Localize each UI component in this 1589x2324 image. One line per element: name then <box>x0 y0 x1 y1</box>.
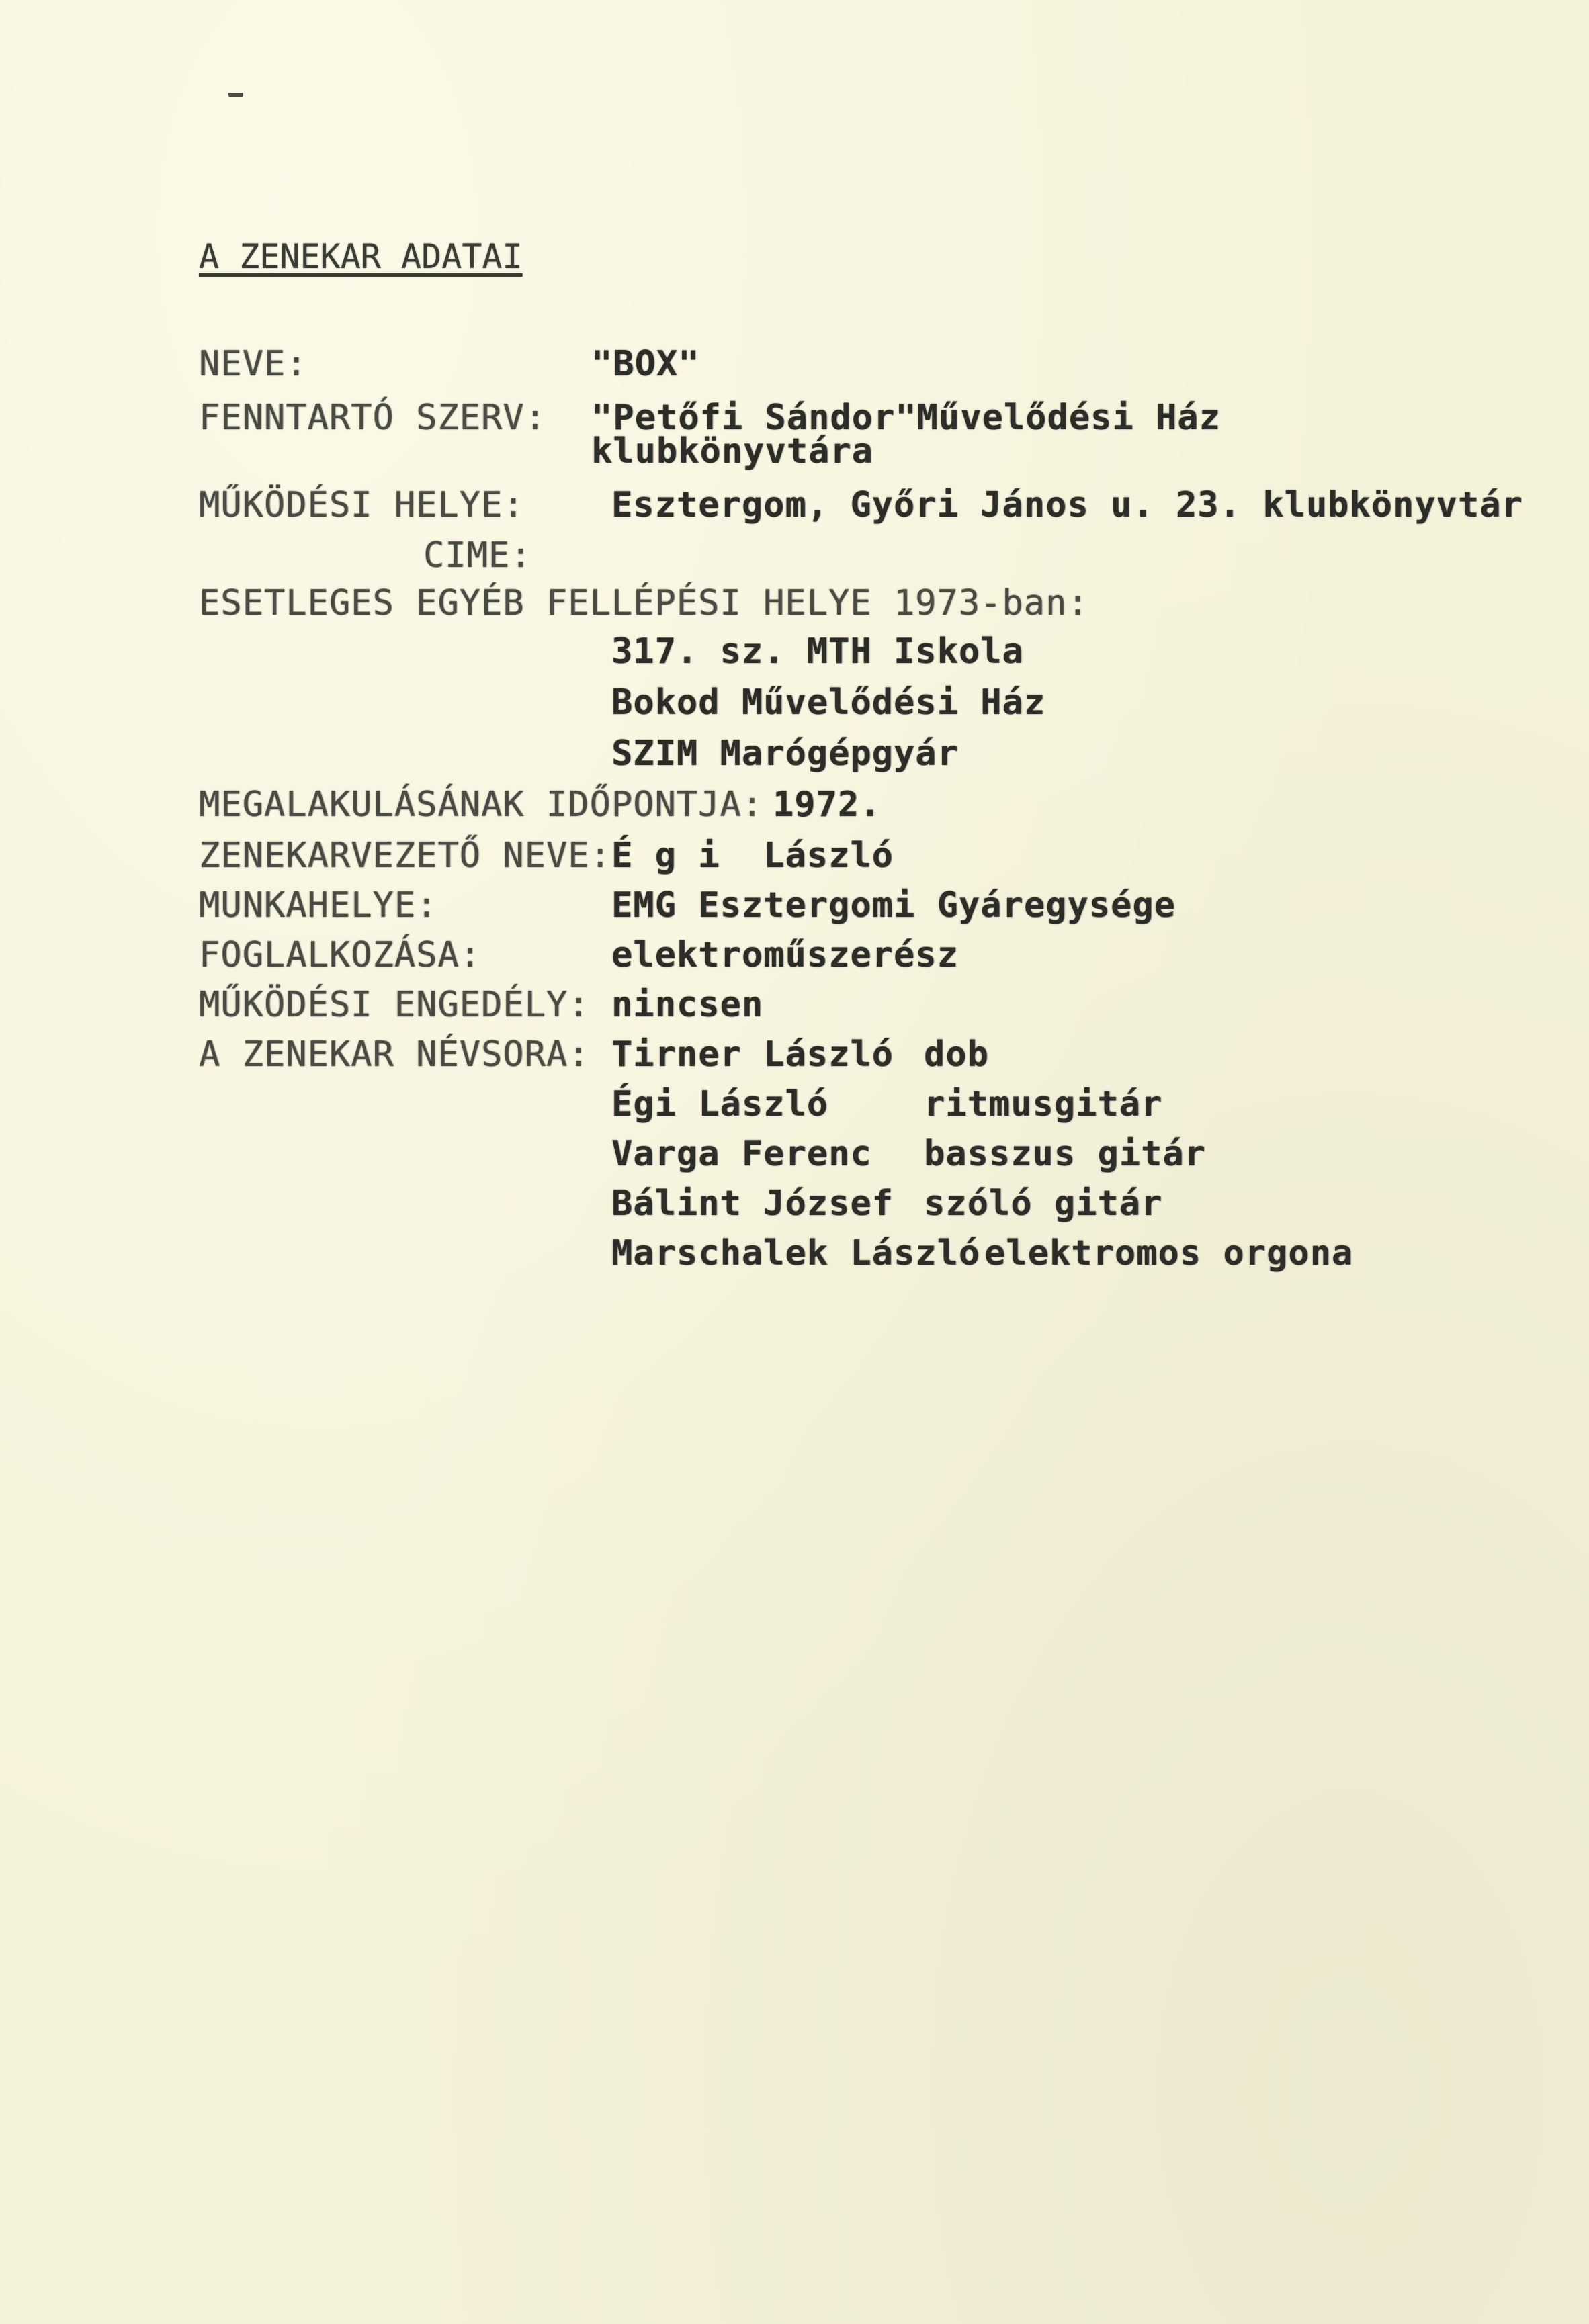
fenntarto-value-line2: klubkönyvtára <box>591 431 873 472</box>
nevsor-label: A ZENEKAR NÉVSORA: <box>199 1034 590 1075</box>
member-role: dob <box>924 1034 989 1075</box>
mukodesi-helye-label: MŰKÖDÉSI HELYE: <box>199 485 525 525</box>
fenntarto-label: FENNTARTÓ SZERV: <box>199 398 546 438</box>
fellepesi-hely-item: 317. sz. MTH Iskola <box>611 631 1024 672</box>
member-name: Marschalek László <box>611 1233 981 1273</box>
esetleges-label: ESETLEGES EGYÉB FELLÉPÉSI HELYE 1973-ban: <box>199 583 1089 623</box>
megalakulas-value: 1972. <box>773 785 882 825</box>
fenntarto-value-line1: "Petőfi Sándor"Művelődési Ház <box>591 398 1221 438</box>
document-title: A ZENEKAR ADATAI <box>199 237 523 276</box>
neve-value: "BOX" <box>591 344 700 384</box>
foglalkozasa-value: elektroműszerész <box>611 935 959 975</box>
member-name: Bálint József <box>611 1183 894 1224</box>
foglalkozasa-label: FOGLALKOZÁSA: <box>199 935 481 975</box>
fellepesi-hely-item: Bokod Művelődési Ház <box>611 682 1046 723</box>
neve-label: NEVE: <box>199 344 308 384</box>
munkahelye-label: MUNKAHELYE: <box>199 885 438 926</box>
mukodesi-helye-value: Esztergom, Győri János u. 23. klubkönyvtár <box>611 485 1523 525</box>
member-name: Égi László <box>611 1084 829 1124</box>
engedely-value: nincsen <box>611 985 764 1025</box>
zenekarvezeto-value: É g i László <box>611 836 894 876</box>
member-name: Tirner László <box>611 1034 894 1075</box>
cime-label: CIME: <box>423 535 532 576</box>
member-name: Varga Ferenc <box>611 1134 872 1174</box>
member-role: ritmusgitár <box>924 1084 1163 1124</box>
fellepesi-hely-item: SZIM Marógépgyár <box>611 733 959 774</box>
member-role: elektromos orgona <box>984 1233 1354 1273</box>
engedely-label: MŰKÖDÉSI ENGEDÉLY: <box>199 985 590 1025</box>
zenekarvezeto-label: ZENEKARVEZETŐ NEVE: <box>199 836 611 876</box>
member-role: basszus gitár <box>924 1134 1206 1174</box>
munkahelye-value: EMG Esztergomi Gyáregysége <box>611 885 1176 926</box>
ink-mark <box>228 93 243 97</box>
megalakulas-label: MEGALAKULÁSÁNAK IDŐPONTJA: <box>199 785 763 825</box>
member-role: szóló gitár <box>924 1183 1163 1224</box>
